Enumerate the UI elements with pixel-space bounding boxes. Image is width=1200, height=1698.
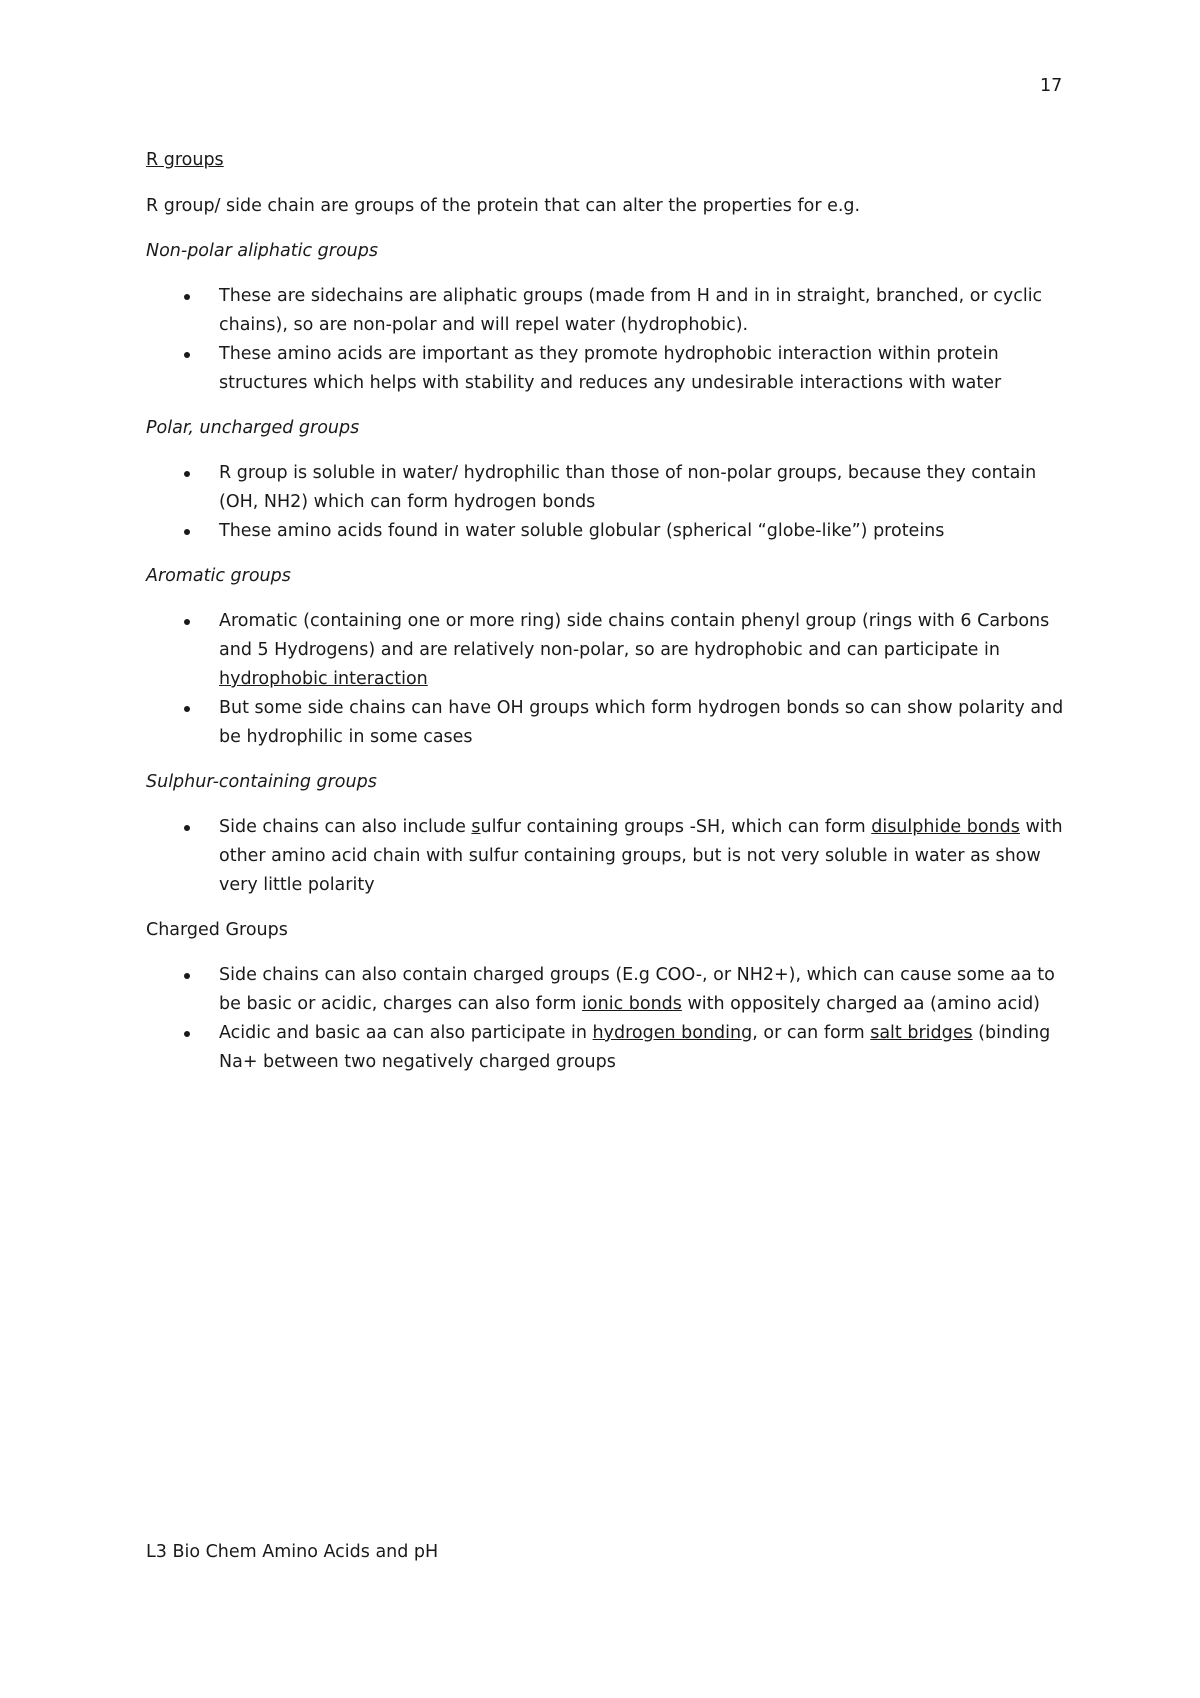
page-number: 17 bbox=[1040, 76, 1063, 96]
section-title-non-polar: Non-polar aliphatic groups bbox=[146, 241, 378, 261]
underlined-term: disulphide bonds bbox=[871, 817, 1020, 837]
underlined-term: hydrophobic interaction bbox=[219, 669, 428, 689]
intro-paragraph: R group/ side chain are groups of the protein that can alter the properties for e.g. bbox=[146, 196, 861, 216]
bullet-icon bbox=[184, 471, 190, 477]
bullet-icon bbox=[184, 529, 190, 535]
document-body bbox=[146, 146, 1066, 1077]
bullet-item: But some side chains can have OH groups which form hydrogen bonds so can show polarity and be hydrophilic in some cases bbox=[146, 694, 1066, 752]
bullet-item: Side chains can also include sulfur containing groups -SH, which can form disulphide bonds with other amino acid chain with sulfur containing groups, but is not very soluble in water as show very little polarity bbox=[146, 813, 1066, 900]
bullet-icon bbox=[184, 706, 190, 712]
bullet-icon bbox=[184, 294, 190, 300]
section-title-charged: Charged Groups bbox=[146, 920, 288, 940]
bullet-item: Acidic and basic aa can also participate in hydrogen bonding, or can form salt bridges (binding Na+ between two negatively charged groups bbox=[146, 1019, 1066, 1077]
bullet-item: These amino acids are important as they promote hydrophobic interaction within protein structures which helps with stability and reduces any undesirable interactions with water bbox=[146, 340, 1066, 398]
page-heading: R groups bbox=[146, 150, 224, 170]
bullet-item: These amino acids found in water soluble globular (spherical “globe-like”) proteins bbox=[146, 517, 1066, 546]
bullet-icon bbox=[184, 825, 190, 831]
section-title-polar-uncharged: Polar, uncharged groups bbox=[146, 418, 360, 438]
page-footer: L3 Bio Chem Amino Acids and pH bbox=[146, 1542, 439, 1562]
bullet-list-charged bbox=[146, 961, 1066, 1077]
bullet-item: These are sidechains are aliphatic groups (made from H and in in straight, branched, or cyclic chains), so are non-polar and will repel water (hydrophobic). bbox=[146, 282, 1066, 340]
underlined-letter: s bbox=[471, 817, 481, 837]
bullet-icon bbox=[184, 973, 190, 979]
underlined-term: hydrogen bonding bbox=[592, 1023, 753, 1043]
bullet-list-polar bbox=[146, 459, 1066, 546]
bullet-list-aromatic bbox=[146, 607, 1066, 752]
section-title-aromatic: Aromatic groups bbox=[146, 566, 291, 586]
bullet-icon bbox=[184, 619, 190, 625]
bullet-list-sulphur bbox=[146, 813, 1066, 900]
underlined-term: salt bridges bbox=[870, 1023, 973, 1043]
bullet-icon bbox=[184, 352, 190, 358]
underlined-term: ionic bonds bbox=[582, 994, 682, 1014]
bullet-icon bbox=[184, 1031, 190, 1037]
bullet-item: R group is soluble in water/ hydrophilic than those of non-polar groups, because they contain (OH, NH2) which can form hydrogen bonds bbox=[146, 459, 1066, 517]
section-title-sulphur: Sulphur-containing groups bbox=[146, 772, 377, 792]
bullet-item: Aromatic (containing one or more ring) side chains contain phenyl group (rings with 6 Carbons and 5 Hydrogens) and are relatively non-polar, so are hydrophobic and can participate in hydrophobic interaction bbox=[146, 607, 1066, 694]
bullet-item: Side chains can also contain charged groups (E.g COO-, or NH2+), which can cause some aa to be basic or acidic, charges can also form ionic bonds with oppositely charged aa (amino acid) bbox=[146, 961, 1066, 1019]
bullet-list-non-polar bbox=[146, 282, 1066, 398]
